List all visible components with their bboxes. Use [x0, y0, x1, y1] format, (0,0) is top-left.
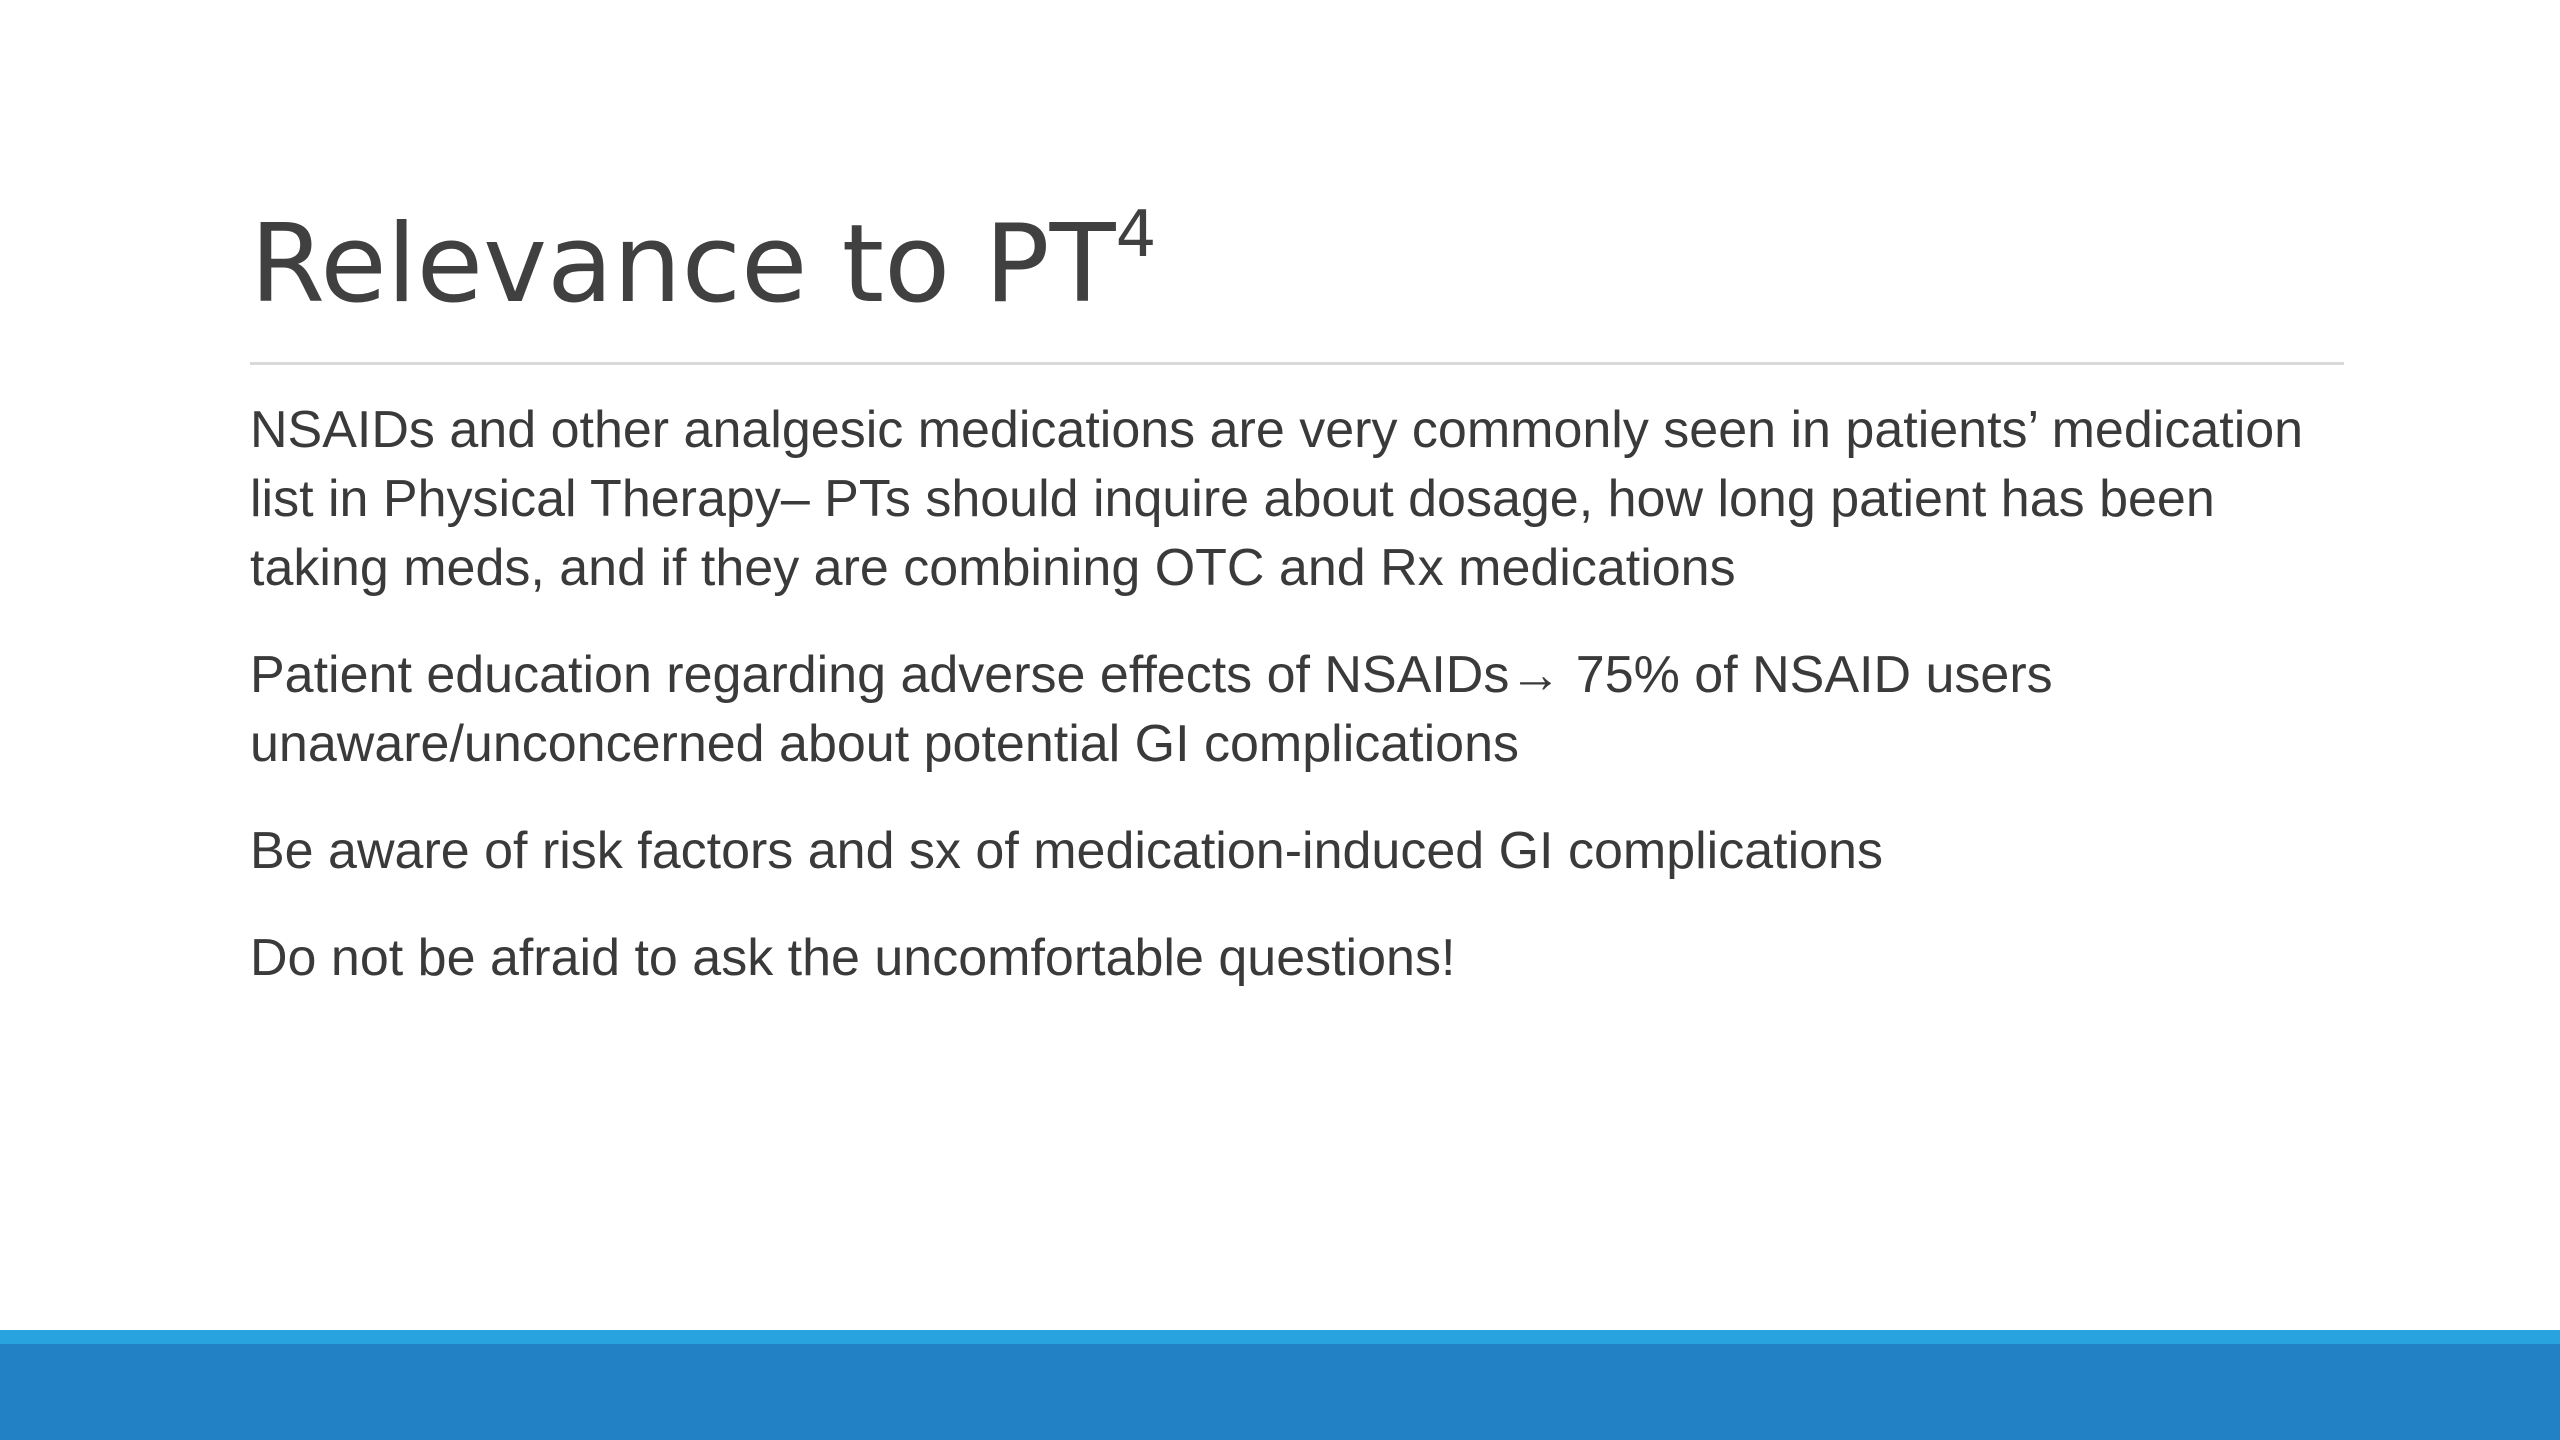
slide-title	[250, 200, 1156, 330]
footer-band-accent	[0, 1330, 2560, 1344]
title-superscript: 4	[1115, 198, 1157, 272]
footer-band	[0, 1344, 2560, 1440]
bullet-item: Patient education regarding adverse effects of NSAIDs→ 75% of NSAID users unaware/unconcerned about potential GI complications	[250, 646, 2053, 773]
slide-title-text: Relevance to PT	[250, 202, 1116, 327]
bullet-item: Do not be afraid to ask the uncomfortable questions!	[250, 929, 1456, 987]
bullet-item: NSAIDs and other analgesic medications are very commonly seen in patients’ medication list in Physical Therapy– PTs should inquire about dosage, how long patient has been taking meds, and if they are combining OTC and Rx medications	[250, 401, 2304, 597]
title-divider	[250, 362, 2344, 365]
slide-body	[250, 396, 2350, 1031]
bullet-item: Be aware of risk factors and sx of medication-induced GI complications	[250, 822, 1883, 880]
